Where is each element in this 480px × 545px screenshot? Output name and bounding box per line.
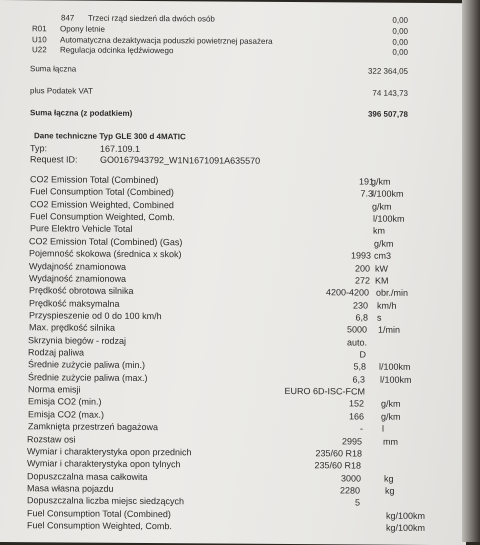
spec-value: auto. <box>346 337 367 348</box>
spec-unit: l/100km <box>379 361 411 372</box>
option-price: 0,00 <box>392 26 408 36</box>
spec-unit: l/100km <box>373 213 405 224</box>
spec-unit: kg/100km <box>386 522 426 533</box>
spec-unit: g/km <box>374 238 394 249</box>
spec-value: D <box>359 349 366 360</box>
spec-unit: kW <box>375 263 388 274</box>
spec-label: Średnie zużycie paliwa (min.) <box>28 359 146 371</box>
option-desc: Trzeci rząd siedzeń dla dwóch osób <box>88 13 215 24</box>
option-code: U10 <box>32 35 47 45</box>
spec-value: 6,8 <box>355 312 368 323</box>
spec-label: CO2 Emission Total (Combined) (Gas) <box>29 236 183 248</box>
spec-label: Wydajność znamionowa <box>29 273 126 284</box>
spec-label: Fuel Consumption Weighted, Comb. <box>27 520 172 532</box>
spec-label: CO2 Emission Total (Combined) <box>30 174 159 186</box>
spec-label: Pure Elektro Vehicle Total <box>30 223 133 234</box>
option-price: 0,00 <box>392 15 408 25</box>
spec-value: 152 <box>348 398 364 409</box>
spec-label: Prędkość maksymalna <box>29 298 120 309</box>
spec-unit: km/h <box>377 300 397 311</box>
spec-value: 2280 <box>339 485 360 496</box>
spec-unit: g/km <box>371 176 391 187</box>
spec-label: Max. prędkość silnika <box>29 322 116 333</box>
spec-value: 1993 <box>350 250 371 261</box>
spec-label: Rodzaj paliwa <box>28 347 85 358</box>
spec-unit: kg/100km <box>386 510 426 521</box>
gross-value: 396 507,78 <box>367 109 408 119</box>
spec-unit: s <box>377 312 382 323</box>
spec-value: 166 <box>348 411 364 422</box>
spec-unit: g/km <box>381 398 401 409</box>
spec-label: Emisja CO2 (min.) <box>28 396 102 407</box>
option-code: R01 <box>32 24 47 34</box>
spec-value: 4200-4200 <box>325 287 369 298</box>
spec-unit: 1/min <box>378 324 401 335</box>
spec-value: 6,3 <box>352 374 365 385</box>
spec-label: Średnie zużycie paliwa (max.) <box>28 372 148 384</box>
spec-label: Zamknięta przestrzeń bagażowa <box>28 421 159 433</box>
option-code: 847 <box>61 13 75 23</box>
spec-label: Przyspieszenie od 0 do 100 km/h <box>29 310 162 322</box>
spec-value: 230 <box>352 300 368 311</box>
spec-unit: l/100km <box>372 188 404 199</box>
spec-value: 5,8 <box>353 361 366 372</box>
spec-label: Norma emisji <box>28 384 81 395</box>
spec-label: Fuel Consumption Total (Combined) <box>30 186 174 198</box>
option-price: 0,00 <box>392 37 408 47</box>
spec-value: - <box>360 423 363 434</box>
spec-unit: mm <box>383 436 398 447</box>
spec-label: Wymiar i charakterystyka opon tylnych <box>27 458 181 470</box>
spec-unit: kg <box>385 485 395 496</box>
spec-value: 5 <box>354 497 360 508</box>
spec-value: EURO 6D-ISC-FCM <box>284 385 365 397</box>
spec-unit: cm3 <box>374 250 392 261</box>
spec-value: 3000 <box>340 473 361 484</box>
spec-label: Masa własna pojazdu <box>27 483 114 494</box>
spec-label: Skrzynia biegów - rodzaj <box>28 335 127 346</box>
spec-unit: obr./min <box>376 287 409 298</box>
gross-label: Suma łączna (z podatkiem) <box>30 108 133 118</box>
spec-label: CO2 Emission Weighted, Combined <box>30 199 174 211</box>
tech-heading: Dane techniczne Typ GLE 300 d 4MATIC <box>34 131 186 142</box>
spec-label: Prędkość obrotowa silnika <box>29 285 134 296</box>
spec-value: 272 <box>354 275 370 286</box>
paper-edge <box>462 0 480 542</box>
spec-unit: l <box>382 423 384 434</box>
option-price: 0,00 <box>392 47 408 57</box>
option-list <box>0 0 466 57</box>
option-desc: Automatyczna dezaktywacja poduszki powietrznej pasażera <box>60 35 273 46</box>
vat-label: plus Podatek VAT <box>30 86 93 96</box>
spec-label: Pojemność skokowa (średnica x skok) <box>29 248 182 260</box>
type-value: 167.109.1 <box>100 143 141 154</box>
spec-unit: g/km <box>372 201 392 212</box>
request-label: Request ID: <box>30 154 78 165</box>
spec-label: Emisja CO2 (max.) <box>28 409 105 420</box>
option-code: U22 <box>32 45 47 55</box>
type-label: Typ: <box>30 143 48 154</box>
spec-unit: km <box>373 225 385 236</box>
spec-unit: g/km <box>381 411 401 422</box>
spec-label: Fuel Consumption Weighted, Comb. <box>30 211 175 223</box>
sum-label: Suma łączna <box>30 64 77 74</box>
spec-label: Rozstaw osi <box>27 434 76 445</box>
spec-value: 2995 <box>341 436 362 447</box>
spec-unit: kg <box>384 473 394 484</box>
spec-label: Fuel Consumption Total (Combined) <box>27 508 171 520</box>
spec-value: 5000 <box>346 324 367 335</box>
spec-value: 235/60 R18 <box>315 448 362 459</box>
request-value: GO0167943792_W1N1671091A635570 <box>100 154 261 166</box>
spec-label: Wydajność znamionowa <box>29 261 126 272</box>
spec-unit: KM <box>375 275 389 286</box>
sum-value: 322 364,05 <box>367 66 408 76</box>
vat-value: 74 143,73 <box>372 88 408 98</box>
spec-label: Wymiar i charakterystyka opon przednich <box>27 446 192 458</box>
spec-value: 7.3 <box>360 188 373 199</box>
spec-value: 235/60 R18 <box>314 460 361 471</box>
spec-value: 191 <box>358 176 374 187</box>
option-desc: Regulacja odcinka lędźwiowego <box>60 45 174 56</box>
spec-label: Dopuszczalna liczba miejsc siedzących <box>27 495 185 507</box>
spec-label: Dopuszczalna masa całkowita <box>27 471 148 483</box>
spec-unit: l/100km <box>380 374 412 385</box>
option-desc: Opony letnie <box>60 24 105 34</box>
spec-value: 200 <box>354 263 370 274</box>
